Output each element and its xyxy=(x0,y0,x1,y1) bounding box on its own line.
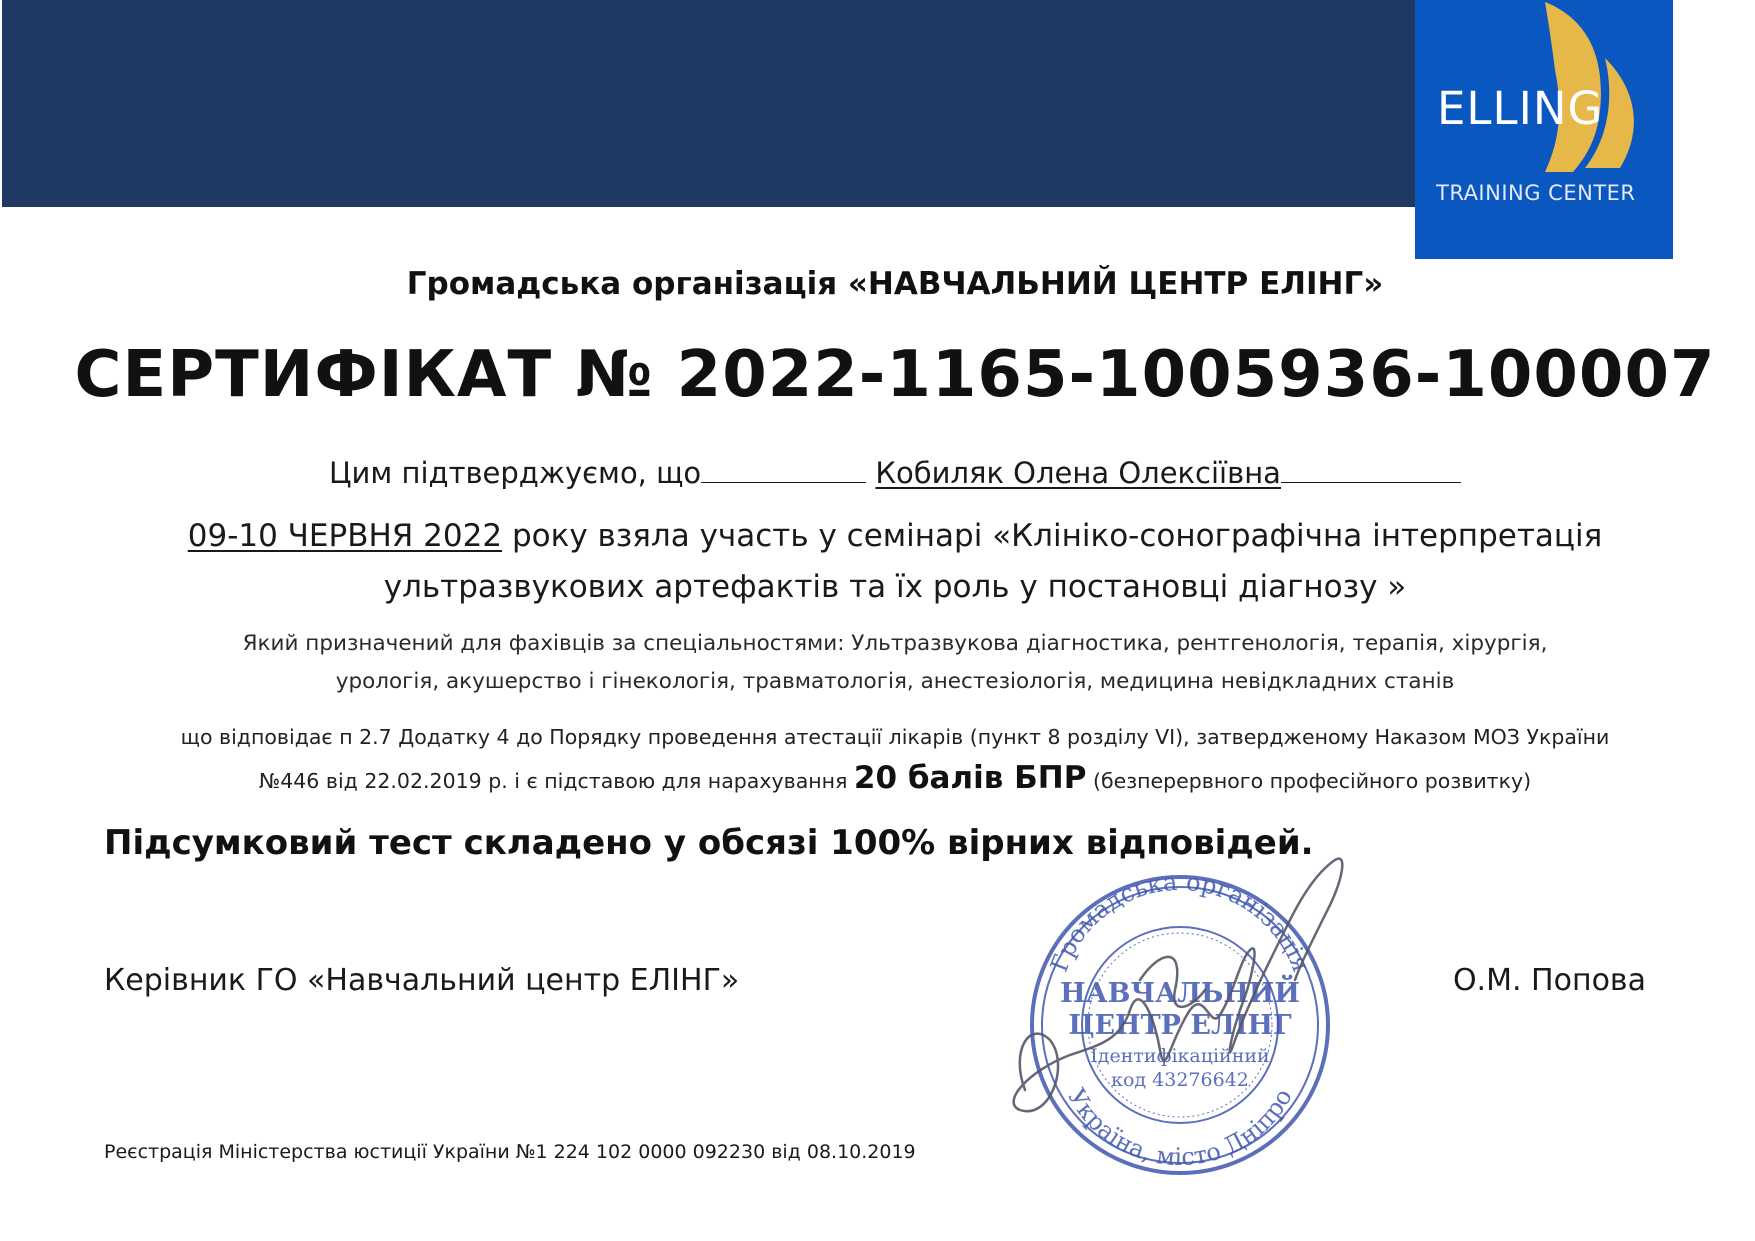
recipient-name: Кобиляк Олена Олексіївна xyxy=(875,456,1281,490)
stamp-top-arc: Громадська організація xyxy=(1044,867,1316,976)
confirmation-line xyxy=(0,452,1755,490)
seminar-line-1 xyxy=(0,518,1755,554)
seminar-text-1: року взяла участь у семінарі «Клініко-сонографічна інтерпретація xyxy=(502,518,1603,554)
stamp-bottom-arc: Україна, місто Дніпро xyxy=(1062,1083,1298,1172)
specialties-line-2: урологія, акушерство і гінекологія, травматологія, анестезіологія, медицина невідкладних станів xyxy=(335,669,1455,694)
signatory-role: Керівник ГО «Навчальний центр ЕЛІНГ» xyxy=(104,963,740,998)
seminar-line-2: ультразвукових артефактів та їх роль у постановці діагнозу » xyxy=(383,569,1407,605)
legal-line-2-prefix: №446 від 22.02.2019 р. і є підставою для нарахування xyxy=(258,769,854,793)
legal-line-2-suffix: (безперервного професійного розвитку) xyxy=(1086,769,1532,793)
elling-logo xyxy=(1415,0,1673,259)
confirmation-prefix: Цим підтверджуємо, що xyxy=(329,456,702,490)
logo-subtitle: TRAINING CENTER xyxy=(1436,181,1636,205)
registration-line: Реєстрація Міністерства юстиції України №1 224 102 0000 092230 від 08.10.2019 xyxy=(104,1141,916,1163)
stamp-icon xyxy=(990,840,1430,1200)
organization-name: Громадська організація «НАВЧАЛЬНИЙ ЦЕНТР ЕЛІНГ» xyxy=(406,266,1384,302)
seminar-dates: 09-10 ЧЕРВНЯ 2022 xyxy=(187,518,503,554)
blank-line xyxy=(701,452,866,483)
cpd-points: 20 балів БПР xyxy=(853,760,1087,796)
stamp-and-signature xyxy=(990,840,1430,1200)
stamp-line-2: ЦЕНТР ЕЛІНГ xyxy=(1068,1010,1292,1041)
stamp-line-4: код 43276642 xyxy=(1111,1069,1249,1091)
blank-line xyxy=(1281,452,1461,483)
legal-line-1: що відповідає п 2.7 Додатку 4 до Порядку проведення атестації лікарів (пункт 8 розділу VI), затвердженому Наказом МОЗ України xyxy=(180,725,1610,749)
certificate-title: СЕРТИФІКАТ № 2022-1165-1005936-100007 xyxy=(74,338,1716,412)
stamp-line-3: Ідентифікаційний xyxy=(1090,1045,1270,1067)
logo-wordmark: ELLING xyxy=(1437,82,1604,135)
signatory-name: О.М. Попова xyxy=(1452,963,1646,998)
test-result: Підсумковий тест складено у обсязі 100% вірних відповідей. xyxy=(104,823,1314,863)
stamp-line-1: НАВЧАЛЬНИЙ xyxy=(1060,978,1300,1009)
specialties-line-1: Який призначений для фахівців за спеціальностями: Ультразвукова діагностика, рентгенологія, терапія, хірургія, xyxy=(242,631,1548,656)
header-band xyxy=(2,0,1415,207)
legal-line-2 xyxy=(0,760,1755,796)
